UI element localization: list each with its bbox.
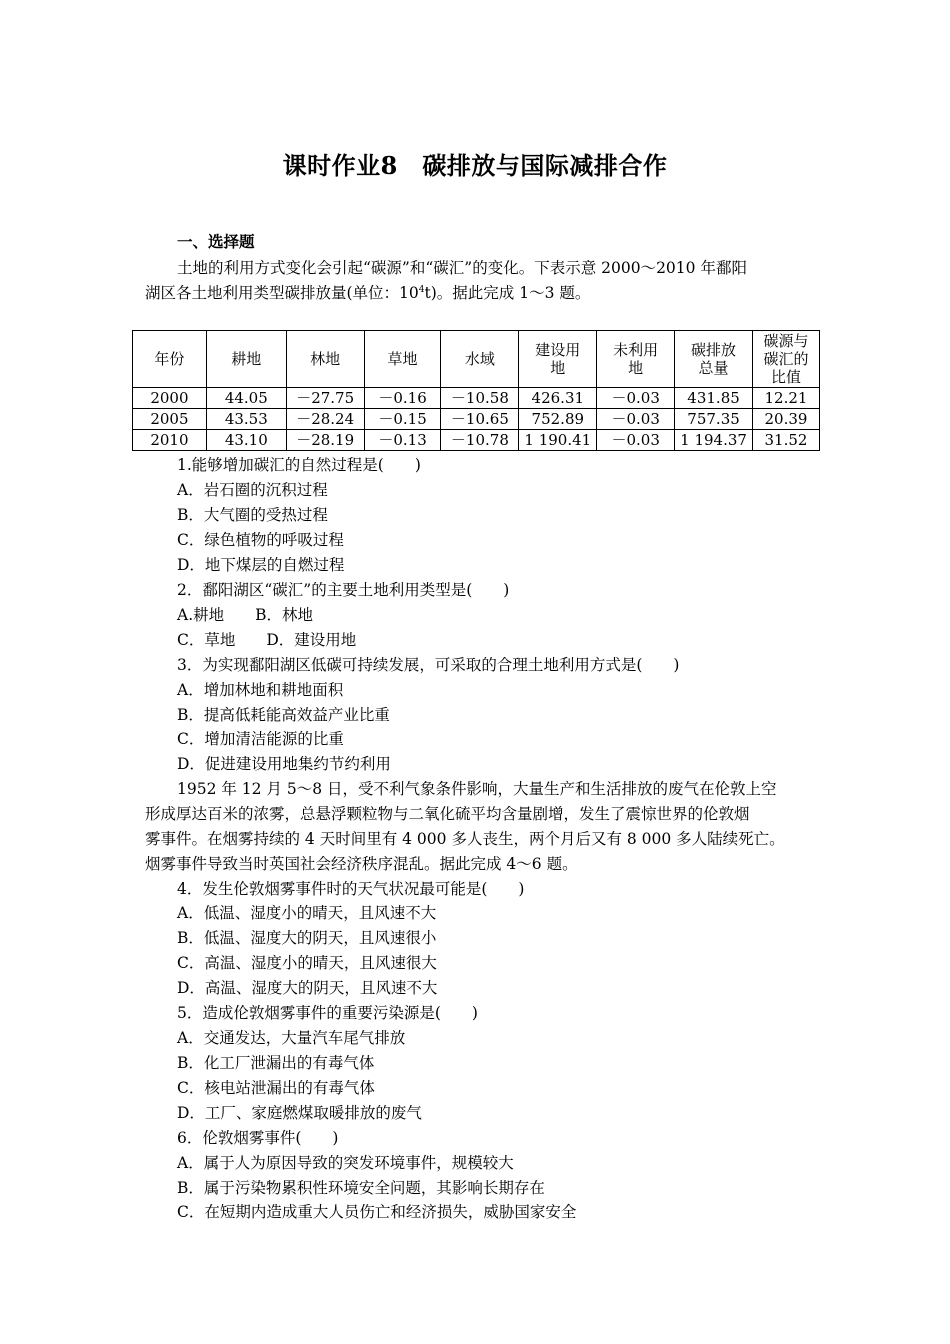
header-cell-water <box>441 331 519 388</box>
header-text: 碳源与 <box>763 332 809 350</box>
q5-stem: 5．造成伦敦烟雾事件的重要污染源是( ) <box>177 1004 478 1022</box>
table-cell: －0.13 <box>364 430 441 451</box>
q2-options-row2: C．草地 D．建设用地 <box>177 631 357 649</box>
intro1-line1: 土地的利用方式变化会引起“碳源”和“碳汇”的变化。下表示意 2000～2010 年鄱阳 <box>177 259 747 277</box>
header-text: 林地 <box>310 350 341 368</box>
q1-option-d: D．地下煤层的自燃过程 <box>177 556 345 574</box>
header-text: 耕地 <box>231 350 262 368</box>
table-cell: 31.52 <box>753 430 820 451</box>
q4-stem: 4．发生伦敦烟雾事件时的天气状况最可能是( ) <box>177 880 525 898</box>
header-text: 建设用 <box>535 341 581 359</box>
q6-option-a: A．属于人为原因导致的突发环境事件，规模较大 <box>177 1154 514 1172</box>
q5-option-b: B．化工厂泄漏出的有毒气体 <box>177 1054 375 1072</box>
intro2-line1: 1952 年 12 月 5～8 日，受不利气象条件影响，大量生产和生活排放的废气在伦敦上空 <box>177 780 777 798</box>
q4-option-a: A．低温、湿度小的晴天，且风速不大 <box>177 904 437 922</box>
q2-options-row1: A.耕地 B．林地 <box>177 606 314 624</box>
q3-option-b: B．提高低耗能高效益产业比重 <box>177 706 390 724</box>
table-cell: －0.03 <box>597 409 675 430</box>
header-cell-construction-land <box>519 331 597 388</box>
carbon-emission-table <box>132 330 820 451</box>
table-cell: －27.75 <box>286 388 364 409</box>
table-cell: 1 190.41 <box>519 430 597 451</box>
header-cell-total-emission <box>675 331 753 388</box>
table-cell: 2010 <box>133 430 207 451</box>
header-text: 总量 <box>698 359 729 377</box>
header-cell-forest <box>286 331 364 388</box>
page-title: 课时作业8 碳排放与国际减排合作 <box>282 151 668 180</box>
q1-option-c: C．绿色植物的呼吸过程 <box>177 531 344 549</box>
table-cell: 426.31 <box>519 388 597 409</box>
table-cell: －0.15 <box>364 409 441 430</box>
q3-option-d: D．促进建设用地集约节约利用 <box>177 755 391 773</box>
table-cell: －10.78 <box>441 430 519 451</box>
q6-option-c: C．在短期内造成重大人员伤亡和经济损失，威胁国家安全 <box>177 1203 577 1221</box>
header-text: 地 <box>550 359 566 377</box>
table-cell: 752.89 <box>519 409 597 430</box>
q4-option-d: D．高温、湿度大的阴天，且风速不大 <box>177 979 438 997</box>
intro1-line2-text: 湖区各土地利用类型碳排放量(单位：10 <box>145 284 419 302</box>
table-row <box>133 388 820 409</box>
q4-option-b: B．低温、湿度大的阴天，且风速很小 <box>177 929 437 947</box>
table-cell: 43.10 <box>206 430 286 451</box>
table-cell: －28.19 <box>286 430 364 451</box>
table-cell: －10.58 <box>441 388 519 409</box>
q6-option-b: B．属于污染物累积性环境安全问题，其影响长期存在 <box>177 1179 545 1197</box>
table-cell: 431.85 <box>675 388 753 409</box>
header-text: 比值 <box>770 368 801 386</box>
table-cell: 757.35 <box>675 409 753 430</box>
q5-option-d: D．工厂、家庭燃煤取暖排放的废气 <box>177 1104 422 1122</box>
header-cell-farmland <box>206 331 286 388</box>
intro2-line2: 形成厚达百米的浓雾，总悬浮颗粒物与二氧化硫平均含量剧增，发生了震惊世界的伦敦烟 <box>145 805 750 823</box>
header-text: 碳汇的 <box>763 350 809 368</box>
table-cell: －0.16 <box>364 388 441 409</box>
intro2-line3: 雾事件。在烟雾持续的 4 天时间里有 4 000 多人丧生，两个月后又有 8 000 多人陆续死亡。 <box>145 830 785 848</box>
q5-option-a: A．交通发达，大量汽车尾气排放 <box>177 1029 406 1047</box>
q4-option-c: C．高温、湿度小的晴天，且风速很大 <box>177 954 437 972</box>
section-heading: 一、选择题 <box>177 232 255 251</box>
table-cell: 44.05 <box>206 388 286 409</box>
intro1-line2 <box>145 283 590 303</box>
q2-stem: 2．鄱阳湖区“碳汇”的主要土地利用类型是( ) <box>177 581 510 599</box>
table-cell: －0.03 <box>597 388 675 409</box>
table-cell: 2005 <box>133 409 207 430</box>
q6-stem: 6．伦敦烟雾事件( ) <box>177 1129 339 1147</box>
table-cell: 20.39 <box>753 409 820 430</box>
q3-stem: 3．为实现鄱阳湖区低碳可持续发展，可采取的合理土地利用方式是( ) <box>177 656 680 674</box>
unit-exponent: 4 <box>418 284 425 295</box>
q1-option-b: B．大气圈的受热过程 <box>177 506 328 524</box>
header-text: 碳排放 <box>691 341 737 359</box>
header-text: 水域 <box>464 350 495 368</box>
intro1-line2-tail: t)。据此完成 1～3 题。 <box>424 284 591 302</box>
header-cell-year <box>133 331 207 388</box>
header-cell-unused-land <box>597 331 675 388</box>
table-cell: 2000 <box>133 388 207 409</box>
header-text: 未利用 <box>613 341 659 359</box>
q3-option-c: C．增加清洁能源的比重 <box>177 730 344 748</box>
header-text: 地 <box>628 359 644 377</box>
header-text: 年份 <box>154 350 185 368</box>
header-cell-grassland <box>364 331 441 388</box>
table-cell: －0.03 <box>597 430 675 451</box>
q5-option-c: C．核电站泄漏出的有毒气体 <box>177 1079 375 1097</box>
table-row <box>133 430 820 451</box>
q1-option-a: A．岩石圈的沉积过程 <box>177 481 328 499</box>
table-cell: －28.24 <box>286 409 364 430</box>
table-cell: 12.21 <box>753 388 820 409</box>
table-cell: 1 194.37 <box>675 430 753 451</box>
table-cell: －10.65 <box>441 409 519 430</box>
header-text: 草地 <box>387 350 418 368</box>
q1-stem: 1.能够增加碳汇的自然过程是( ) <box>177 456 421 474</box>
table-cell: 43.53 <box>206 409 286 430</box>
table-row <box>133 409 820 430</box>
intro2-line4: 烟雾事件导致当时英国社会经济秩序混乱。据此完成 4～6 题。 <box>145 855 578 873</box>
table-header-row <box>133 331 820 388</box>
header-cell-source-sink-ratio <box>753 331 820 388</box>
q3-option-a: A．增加林地和耕地面积 <box>177 681 344 699</box>
